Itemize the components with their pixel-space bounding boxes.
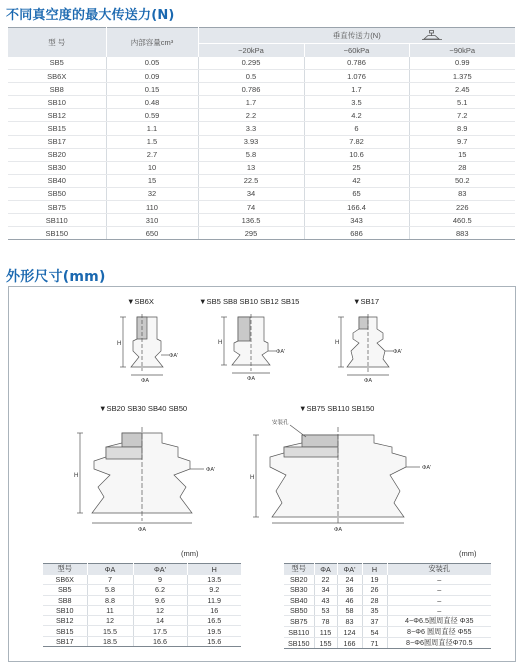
value-cell: 1.375	[409, 70, 515, 83]
header-pressure: −60kPa	[304, 44, 409, 57]
model-cell: SB6X	[43, 575, 87, 585]
value-cell: 295	[198, 227, 304, 240]
model-cell: SB15	[43, 626, 87, 636]
model-cell: SB10	[8, 96, 106, 109]
dim-h-text: H	[218, 340, 223, 346]
dim-cell: 37	[362, 616, 387, 627]
dim-cell: 36	[337, 585, 362, 595]
table-row	[8, 122, 515, 135]
dim-cell: 8.8	[87, 595, 133, 605]
value-cell: 136.5	[198, 214, 304, 227]
force-section-title: 不同真空度的最大传送力(N)	[6, 8, 175, 23]
dim-cell: 6.2	[133, 585, 187, 595]
dim-cell: 35	[362, 605, 387, 615]
model-cell: SB75	[8, 201, 106, 214]
model-cell: SB110	[284, 627, 314, 638]
dim-cell: 54	[362, 627, 387, 638]
dim-header: 安装孔	[387, 564, 491, 575]
dim-cell: 155	[314, 638, 337, 649]
suction-cup-icon	[421, 30, 443, 41]
value-cell: 0.99	[409, 57, 515, 70]
value-cell: 34	[198, 187, 304, 200]
dim-a-prime-text: ΦA'	[276, 349, 286, 355]
value-cell: 13	[198, 161, 304, 174]
value-cell: 7.2	[409, 109, 515, 122]
dim-a-prime-text: ΦA'	[206, 467, 216, 473]
table-row	[8, 227, 515, 240]
table-row	[43, 585, 241, 595]
dim-a-text: ΦA	[138, 527, 147, 533]
dimensions-panel	[8, 286, 516, 662]
value-cell: 2.7	[106, 148, 198, 161]
model-cell: SB75	[284, 616, 314, 627]
value-cell: 1.5	[106, 135, 198, 148]
dim-cell: 18.5	[87, 636, 133, 646]
label-sb5-15: ▼SB5 SB8 SB10 SB12 SB15	[199, 297, 300, 306]
value-cell: 166.4	[304, 201, 409, 214]
value-cell: 1.7	[198, 96, 304, 109]
dim-cell: –	[387, 585, 491, 595]
dim-cell: 166	[337, 638, 362, 649]
model-cell: SB10	[43, 605, 87, 615]
drawing-sb75-150	[234, 413, 454, 535]
dim-cell: 12	[133, 605, 187, 615]
header-pressure: −90kPa	[409, 44, 515, 57]
value-cell: 32	[106, 187, 198, 200]
table-row	[43, 616, 241, 626]
value-cell: 0.786	[198, 83, 304, 96]
dim-header: ΦA	[87, 564, 133, 575]
dim-header: H	[187, 564, 241, 575]
drawing-sb20-50	[64, 417, 234, 535]
dim-cell: 22	[314, 575, 337, 585]
model-cell: SB5	[8, 57, 106, 70]
label-sb17: ▼SB17	[353, 297, 380, 306]
dim-h-text: H	[250, 475, 255, 481]
model-cell: SB6X	[8, 70, 106, 83]
value-cell: 10	[106, 161, 198, 174]
model-cell: SB30	[8, 161, 106, 174]
dim-h-text: H	[335, 340, 340, 346]
value-cell: 6	[304, 122, 409, 135]
model-cell: SB50	[8, 187, 106, 200]
dim-cell: –	[387, 575, 491, 585]
value-cell: 0.59	[106, 109, 198, 122]
value-cell: 0.09	[106, 70, 198, 83]
dim-cell: 19	[362, 575, 387, 585]
dim-cell: 16	[187, 605, 241, 615]
model-cell: SB40	[284, 595, 314, 605]
table-row	[284, 638, 491, 649]
dim-cell: 28	[362, 595, 387, 605]
dim-cell: 19.5	[187, 626, 241, 636]
dim-cell: 17.5	[133, 626, 187, 636]
dim-cell: 8−Φ6圆周直径Φ70.5	[387, 638, 491, 649]
dim-cell: 9	[133, 575, 187, 585]
dimensions-section-title: 外形尺寸(mm)	[6, 269, 106, 285]
model-cell: SB12	[43, 616, 87, 626]
dim-cell: 9.2	[187, 585, 241, 595]
table-row	[8, 174, 515, 187]
header-pressure: −20kPa	[198, 44, 304, 57]
value-cell: 5.8	[198, 148, 304, 161]
dim-header: ΦA'	[337, 564, 362, 575]
dim-a-prime-text: ΦA'	[169, 353, 179, 359]
value-cell: 74	[198, 201, 304, 214]
value-cell: 42	[304, 174, 409, 187]
model-cell: SB40	[8, 174, 106, 187]
value-cell: 5.1	[409, 96, 515, 109]
value-cell: 226	[409, 201, 515, 214]
model-cell: SB12	[8, 109, 106, 122]
table-row	[8, 187, 515, 200]
value-cell: 1.1	[106, 122, 198, 135]
table-row	[8, 148, 515, 161]
dim-cell: 5.8	[87, 585, 133, 595]
table-row	[43, 626, 241, 636]
value-cell: 3.5	[304, 96, 409, 109]
unit-right: (mm)	[459, 549, 477, 558]
table-row	[284, 616, 491, 627]
dim-cell: 12	[87, 616, 133, 626]
dim-cell: 78	[314, 616, 337, 627]
label-sb6x: ▼SB6X	[127, 297, 154, 306]
model-cell: SB110	[8, 214, 106, 227]
dim-cell: 34	[314, 585, 337, 595]
dim-header: H	[362, 564, 387, 575]
value-cell: 3.3	[198, 122, 304, 135]
dim-header: ΦA	[314, 564, 337, 575]
model-cell: SB8	[43, 595, 87, 605]
dim-cell: 46	[337, 595, 362, 605]
value-cell: 0.295	[198, 57, 304, 70]
table-row	[43, 575, 241, 585]
value-cell: 8.9	[409, 122, 515, 135]
value-cell: 110	[106, 201, 198, 214]
table-row	[8, 135, 515, 148]
dim-cell: 11.9	[187, 595, 241, 605]
value-cell: 10.6	[304, 148, 409, 161]
value-cell: 83	[409, 187, 515, 200]
value-cell: 650	[106, 227, 198, 240]
model-cell: SB20	[284, 575, 314, 585]
value-cell: 4.2	[304, 109, 409, 122]
mount-hole-label: 安装孔	[272, 420, 289, 426]
model-cell: SB20	[8, 148, 106, 161]
model-cell: SB150	[8, 227, 106, 240]
value-cell: 9.7	[409, 135, 515, 148]
model-cell: SB17	[8, 135, 106, 148]
value-cell: 50.2	[409, 174, 515, 187]
value-cell: 0.15	[106, 83, 198, 96]
dim-a-prime-text: ΦA'	[393, 349, 403, 355]
model-cell: SB15	[8, 122, 106, 135]
dim-h-text: H	[74, 473, 79, 479]
dim-a-prime-text: ΦA'	[422, 465, 432, 471]
header-force-label: 垂直传送力(N)	[332, 31, 381, 40]
value-cell: 22.5	[198, 174, 304, 187]
value-cell: 686	[304, 227, 409, 240]
table-row	[8, 161, 515, 174]
value-cell: 0.48	[106, 96, 198, 109]
dim-cell: 43	[314, 595, 337, 605]
value-cell: 2.2	[198, 109, 304, 122]
table-row	[8, 70, 515, 83]
drawing-sb5-15	[214, 311, 299, 386]
table-row	[284, 575, 491, 585]
dim-cell: 9.6	[133, 595, 187, 605]
dim-cell: 16.6	[133, 636, 187, 646]
dim-cell: 26	[362, 585, 387, 595]
value-cell: 65	[304, 187, 409, 200]
value-cell: 0.786	[304, 57, 409, 70]
value-cell: 7.82	[304, 135, 409, 148]
table-row	[8, 201, 515, 214]
header-volume: 内部容量cm³	[106, 28, 198, 57]
model-cell: SB8	[8, 83, 106, 96]
table-row	[8, 109, 515, 122]
dim-cell: 15.6	[187, 636, 241, 646]
drawing-sb17	[329, 311, 414, 386]
dim-h-text: H	[117, 341, 122, 347]
value-cell: 0.05	[106, 57, 198, 70]
value-cell: 3.93	[198, 135, 304, 148]
dim-a-text: ΦA	[247, 376, 256, 382]
dim-cell: 15.5	[87, 626, 133, 636]
table-row	[8, 83, 515, 96]
table-row	[8, 57, 515, 70]
dim-cell: 71	[362, 638, 387, 649]
dimension-table-large	[284, 563, 491, 649]
dim-cell: 4−Φ6.5圆周直径 Φ35	[387, 616, 491, 627]
table-row	[284, 605, 491, 615]
dim-a-text: ΦA	[141, 378, 150, 384]
dim-cell: 124	[337, 627, 362, 638]
dim-header: 型号	[284, 564, 314, 575]
model-cell: SB5	[43, 585, 87, 595]
value-cell: 1.076	[304, 70, 409, 83]
value-cell: 460.5	[409, 214, 515, 227]
dim-cell: 14	[133, 616, 187, 626]
dim-cell: 8−Φ6 圆周直径 Φ55	[387, 627, 491, 638]
model-cell: SB150	[284, 638, 314, 649]
dim-cell: 83	[337, 616, 362, 627]
value-cell: 15	[106, 174, 198, 187]
dim-header: ΦA'	[133, 564, 187, 575]
label-sb20-50: ▼SB20 SB30 SB40 SB50	[99, 404, 188, 413]
dim-cell: –	[387, 605, 491, 615]
model-cell: SB30	[284, 585, 314, 595]
table-row	[284, 585, 491, 595]
unit-left: (mm)	[181, 549, 199, 558]
label-sb75-150: ▼SB75 SB110 SB150	[299, 404, 375, 413]
dim-cell: 11	[87, 605, 133, 615]
value-cell: 28	[409, 161, 515, 174]
dim-cell: 7	[87, 575, 133, 585]
value-cell: 0.5	[198, 70, 304, 83]
table-row	[8, 214, 515, 227]
header-force	[198, 28, 515, 44]
dim-cell: 13.5	[187, 575, 241, 585]
dim-cell: 115	[314, 627, 337, 638]
table-row	[43, 636, 241, 646]
table-row	[43, 605, 241, 615]
model-cell: SB50	[284, 605, 314, 615]
dim-a-text: ΦA	[364, 378, 373, 384]
model-cell: SB17	[43, 636, 87, 646]
value-cell: 15	[409, 148, 515, 161]
dim-cell: 58	[337, 605, 362, 615]
table-row	[284, 627, 491, 638]
value-cell: 25	[304, 161, 409, 174]
dim-cell: 53	[314, 605, 337, 615]
value-cell: 2.45	[409, 83, 515, 96]
dim-header: 型号	[43, 564, 87, 575]
dim-cell: –	[387, 595, 491, 605]
value-cell: 883	[409, 227, 515, 240]
dim-cell: 16.5	[187, 616, 241, 626]
drawing-sb6x	[109, 311, 189, 386]
dimension-table-small	[43, 563, 241, 647]
dim-a-text: ΦA	[334, 527, 343, 533]
transfer-force-table	[8, 27, 515, 240]
value-cell: 1.7	[304, 83, 409, 96]
table-row	[43, 595, 241, 605]
header-model: 型 号	[8, 28, 106, 57]
value-cell: 310	[106, 214, 198, 227]
dim-cell: 24	[337, 575, 362, 585]
value-cell: 343	[304, 214, 409, 227]
table-row	[8, 96, 515, 109]
table-row	[284, 595, 491, 605]
